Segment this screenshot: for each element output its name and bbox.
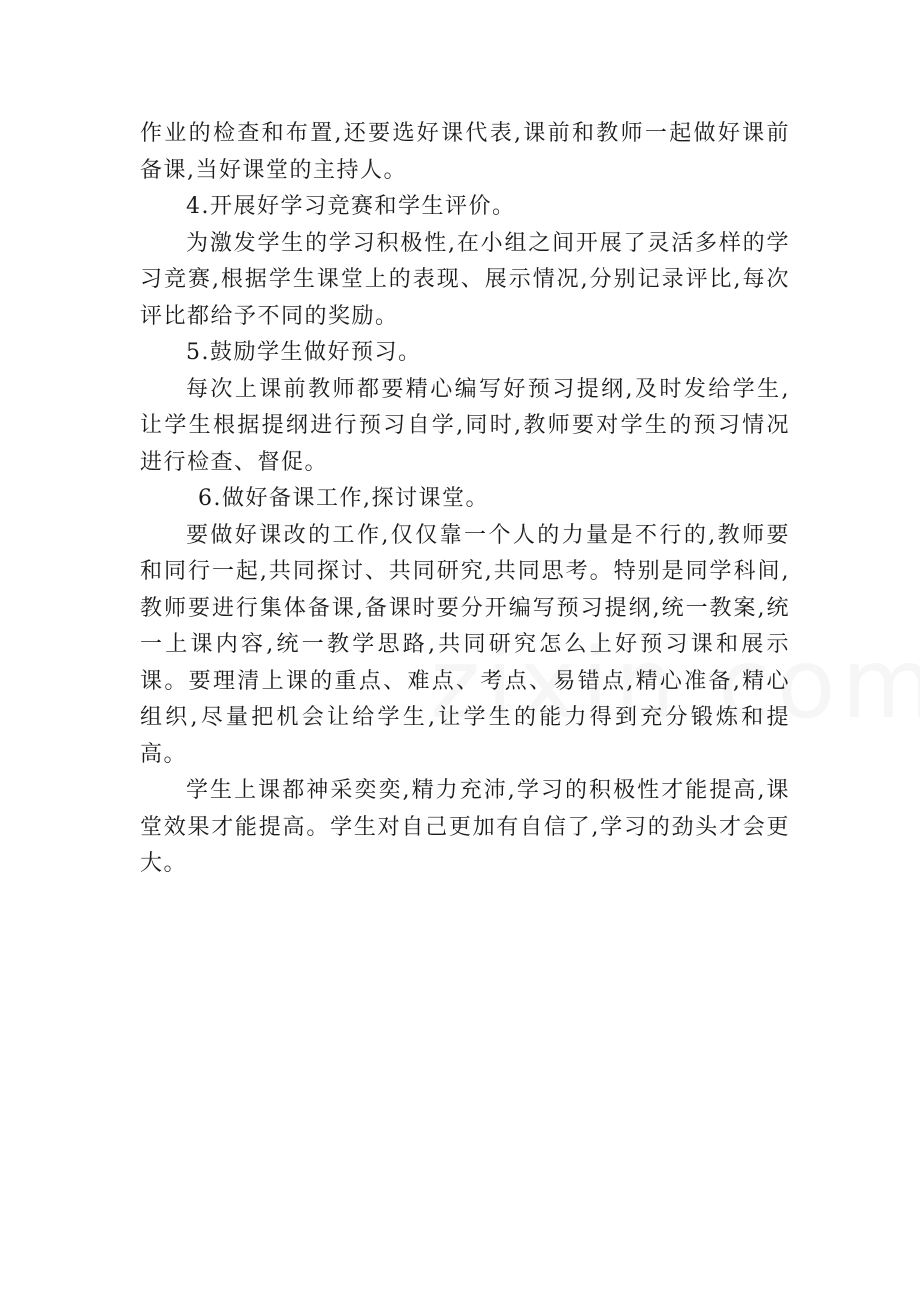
- paragraph-lesson-prep: 要做好课改的工作,仅仅靠一个人的力量是不行的,教师要和同行一起,共同探讨、共同研究,共同思考。特别是同学科间,教师要进行集体备课,备课时要分开编写预习提纲,统一教案,统一上课内容,统一教学思路,共同研究怎么上好预习课和展示课。要理清上课的重点、难点、考点、易错点,精心准备,精心组织,尽量把机会让给学生,让学生的能力得到充分锻炼和提高。: [140, 522, 790, 767]
- document-body: [140, 116, 790, 883]
- section-heading-5: 5.鼓励学生做好预习。: [186, 340, 422, 365]
- section-heading-6: 6.做好备课工作,探讨课堂。: [198, 486, 489, 511]
- section-heading-4: 4.开展好学习竞赛和学生评价。: [186, 194, 516, 219]
- paragraph-competition: 为激发学生的学习积极性,在小组之间开展了灵活多样的学习竞赛,根据学生课堂上的表现、展示情况,分别记录评比,每次评比都给予不同的奖励。: [140, 230, 790, 329]
- paragraph-conclusion: 学生上课都神采奕奕,精力充沛,学习的积极性才能提高,课堂效果才能提高。学生对自己更加有自信了,学习的劲头才会更大。: [140, 778, 790, 876]
- paragraph-preview: 每次上课前教师都要精心编写好预习提纲,及时发给学生,让学生根据提纲进行预习自学,同时,教师要对学生的预习情况进行检查、督促。: [140, 376, 790, 475]
- paragraph-continuation: 作业的检查和布置,还要选好课代表,课前和教师一起做好课前备课,当好课堂的主持人。: [140, 121, 790, 183]
